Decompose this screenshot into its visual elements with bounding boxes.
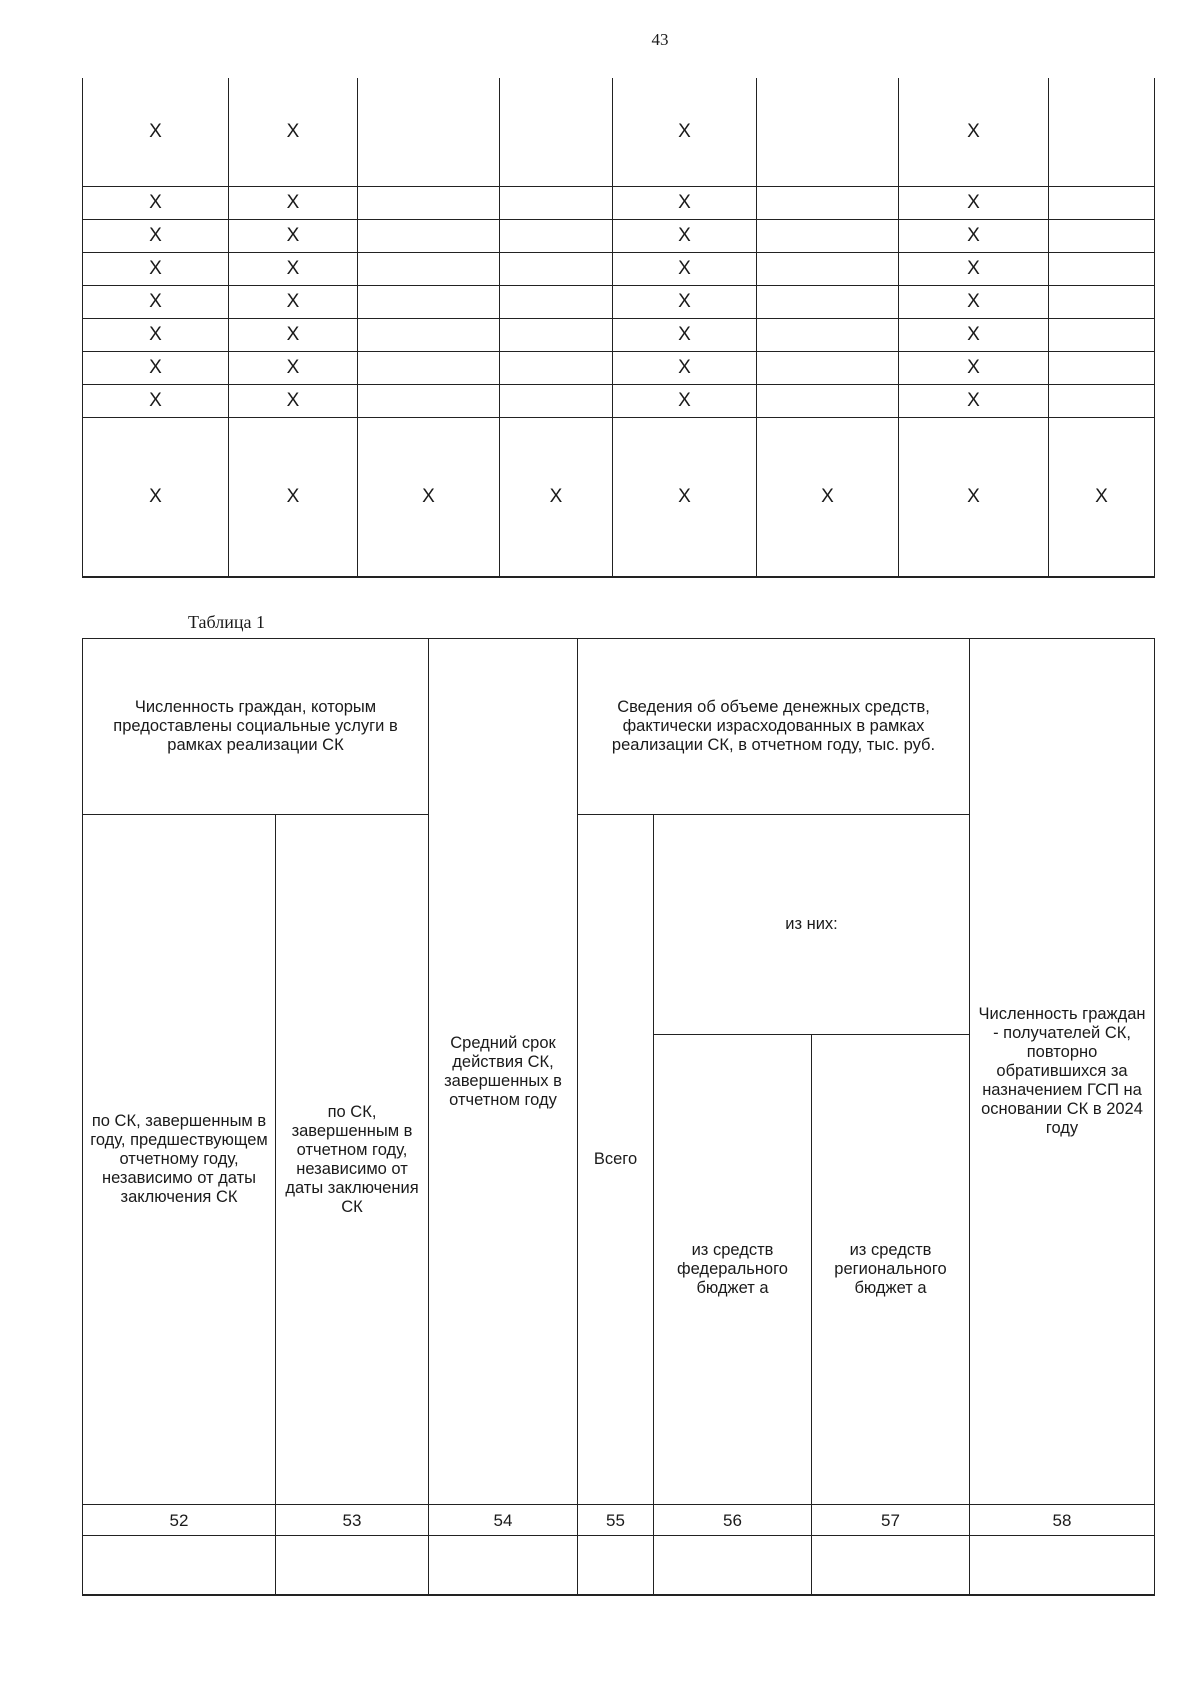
grid-cell [358,78,500,187]
grid-cell [358,385,500,418]
grid-cell: X [83,187,229,220]
empty-cell [970,1536,1155,1596]
grid-cell [1049,78,1155,187]
grid-cell: X [229,78,358,187]
grid-cell: X [1049,418,1155,578]
grid-cell: X [229,220,358,253]
grid-cell: X [500,418,613,578]
table-caption: Таблица 1 [188,612,265,632]
header-col-54: Средний срок действия СК, завершенных в отчетном году [429,639,578,1505]
grid-cell [1049,385,1155,418]
grid-cell: X [358,418,500,578]
grid-cell [757,286,899,319]
grid-cell [757,187,899,220]
grid-row [83,253,1155,286]
grid-cell [1049,253,1155,286]
grid-row [83,78,1155,187]
grid-cell: X [899,418,1049,578]
empty-cell [429,1536,578,1596]
grid-cell [358,253,500,286]
empty-cell [654,1536,812,1596]
header-col-58: Численность граждан - получателей СК, повторно обратившихся за назначением ГСП на основании СК в 2024 году [970,639,1155,1505]
grid-cell [1049,319,1155,352]
column-number: 54 [429,1505,578,1536]
grid-cell: X [229,385,358,418]
grid-cell: X [229,352,358,385]
grid-cell [500,385,613,418]
grid-cell: X [899,187,1049,220]
column-number-row [83,1505,1155,1536]
grid-cell: X [613,385,757,418]
grid-cell: X [757,418,899,578]
header-col-55: Всего [578,815,654,1505]
grid-row [83,352,1155,385]
grid-cell [757,253,899,286]
grid-cell: X [613,319,757,352]
grid-cell [1049,286,1155,319]
grid-cell: X [899,319,1049,352]
column-number: 52 [83,1505,276,1536]
column-number: 56 [654,1505,812,1536]
grid-cell [757,319,899,352]
grid-cell: X [83,385,229,418]
grid-cell [757,78,899,187]
grid-row [83,319,1155,352]
grid-cell: X [83,319,229,352]
grid-cell: X [899,220,1049,253]
header-funds-group: Сведения об объеме денежных средств, фактически израсходованных в рамках реализации СК, в отчетном году, тыс. руб. [578,639,970,815]
grid-cell: X [83,418,229,578]
grid-cell: X [229,418,358,578]
grid-cell: X [613,418,757,578]
header-col-56: из средств федерального бюджет а [654,1035,812,1505]
grid-cell: X [899,253,1049,286]
grid-cell [500,187,613,220]
grid-row [83,418,1155,578]
column-number: 57 [812,1505,970,1536]
grid-row [83,220,1155,253]
grid-cell: X [83,78,229,187]
column-number: 55 [578,1505,654,1536]
grid-cell: X [229,286,358,319]
grid-cell: X [83,220,229,253]
grid-cell: X [613,253,757,286]
grid-cell [757,385,899,418]
empty-cell [578,1536,654,1596]
grid-cell [358,220,500,253]
column-number: 58 [970,1505,1155,1536]
grid-cell [757,220,899,253]
grid-cell: X [613,187,757,220]
grid-cell: X [613,220,757,253]
grid-cell: X [899,286,1049,319]
grid-cell [1049,352,1155,385]
grid-cell [1049,187,1155,220]
grid-cell [358,286,500,319]
grid-cell: X [229,187,358,220]
grid-cell [500,220,613,253]
grid-row [83,385,1155,418]
grid-cell [358,352,500,385]
empty-data-row [83,1536,1155,1596]
grid-cell [500,319,613,352]
grid-cell [500,352,613,385]
grid-cell: X [83,352,229,385]
grid-cell: X [229,253,358,286]
grid-cell [500,286,613,319]
grid-cell: X [899,78,1049,187]
grid-cell: X [229,319,358,352]
grid-cell: X [899,385,1049,418]
grid-cell [500,78,613,187]
grid-row [83,286,1155,319]
header-citizens-group: Численность граждан, которым предоставлены социальные услуги в рамках реализации СК [83,639,429,815]
empty-cell [812,1536,970,1596]
grid-cell: X [613,286,757,319]
grid-cell [757,352,899,385]
header-of-them: из них: [654,815,970,1035]
grid-cell [358,187,500,220]
grid-cell: X [613,78,757,187]
grid-cell [500,253,613,286]
empty-cell [83,1536,276,1596]
grid-row [83,187,1155,220]
header-col-53: по СК, завершенным в отчетном году, независимо от даты заключения СК [276,815,429,1505]
grid-cell: X [83,286,229,319]
grid-cell [358,319,500,352]
grid-cell: X [83,253,229,286]
table-1 [82,638,1154,1596]
header-col-57: из средств регионального бюджет а [812,1035,970,1505]
grid-cell: X [899,352,1049,385]
grid-cell [1049,220,1155,253]
top-grid-table [82,78,1154,578]
header-col-52: по СК, завершенным в году, предшествующем отчетному году, независимо от даты заключения СК [83,815,276,1505]
page-number: 43 [651,30,669,49]
empty-cell [276,1536,429,1596]
column-number: 53 [276,1505,429,1536]
grid-cell: X [613,352,757,385]
